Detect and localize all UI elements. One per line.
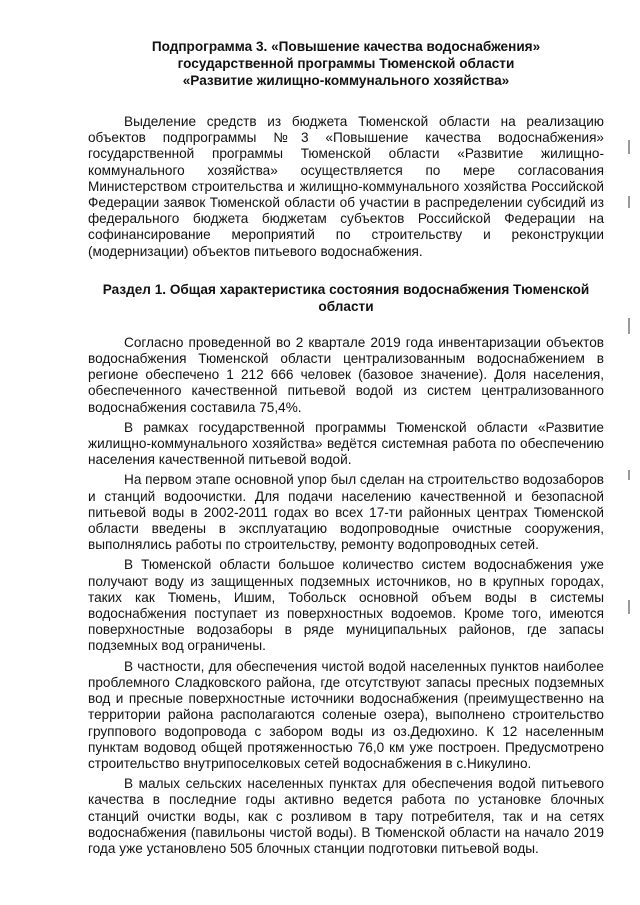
scan-margin-mark bbox=[628, 600, 630, 614]
section-title bbox=[88, 281, 604, 315]
body-paragraph: Согласно проведенной во 2 квартале 2019 года инвентаризации объектов водоснабжения Тюменской области централизованным водоснабжением в регионе обеспечено 1 212 666 человек (базовое значение). Доля населения, обеспеченного качественной питьевой водой из систем централизованного водоснабжения составила 75,4%. bbox=[88, 334, 604, 415]
document-title-line: «Развитие жилищно-коммунального хозяйства» bbox=[182, 73, 510, 88]
body-paragraph: В малых сельских населенных пунктах для обеспечения водой питьевого качества в последние годы активно ведется работа по установке блочных станций очистки воды, как с розливом в тару потребителя, так и на сетях водоснабжения (павильоны чистой воды). В Тюменской области на начало 2019 года уже установлено 505 блочных станции подготовки питьевой воды. bbox=[88, 776, 604, 856]
document-title-line: Подпрограмма 3. «Повышение качества водоснабжения» bbox=[151, 39, 541, 54]
body-paragraph: В Тюменской области большое количество систем водоснабжения уже получают воду из защищенных подземных источников, но в крупных городах, таких как Тюмень, Ишим, Тобольск основной объем воды в системы водоснабжения поступает из поверхностных водоемов. Кроме того, имеются поверхностные водозаборы в ряде муниципальных районов, где запасы подземных вод ограничены. bbox=[88, 557, 604, 654]
body-paragraph: В рамках государственной программы Тюменской области «Развитие жилищно-коммунального хозяйства» ведётся системная работа по обеспечению населения качественной питьевой водой. bbox=[88, 419, 604, 468]
scan-margin-mark bbox=[628, 470, 630, 480]
section-body bbox=[88, 335, 604, 857]
lead-paragraph: Выделение средств из бюджета Тюменской области на реализацию объектов подпрограммы №3 «Повышение качества водоснабжения» государственной программы Тюменской области «Развитие жилищно-коммунального хозяйства» осуществляется по мере согласования Министерством строительства и жилищно-коммунального хозяйства Российской Федерации заявок Тюменской области об участии в распределении субсидий из федерального бюджета бюджетам субъектов Российской Федерации на софинансирование мероприятий по строительству и реконструкции (модернизации) объектов питьевого водоснабжения. bbox=[88, 114, 604, 259]
document-title-line: государственной программы Тюменской области bbox=[177, 56, 515, 71]
body-paragraph: На первом этапе основной упор был сделан на строительство водозаборов и станций водоочистки. Для подачи населению качественной и безопасной питьевой воды в 2002-2011 годах во всех 17-ти районных центрах Тюменской области введены в эксплуатацию водопроводные очистные сооружения, выполнялись работы по строительству, ремонту водопроводных сетей. bbox=[88, 472, 604, 553]
scan-margin-mark bbox=[628, 140, 630, 154]
body-paragraph: В частности, для обеспечения чистой водой населенных пунктов наиболее проблемного Сладковского района, где отсутствуют запасы пресных подземных вод и пресные поверхностные источники водоснабжения (преимущественно на территории района располагаются соленые озера), выполнено строительство группового водопровода с забором воды из оз.Дедюхино. К 12 населенным пунктам водовод общей протяженностью 76,0 км уже построен. Предусмотрено строительство внутрипоселковых сетей водоснабжения в с.Никулино. bbox=[88, 658, 604, 771]
document-title bbox=[88, 38, 604, 89]
scan-margin-mark bbox=[628, 318, 630, 334]
section-title-line: области bbox=[318, 298, 374, 314]
section-title-line: Раздел 1. Общая характеристика состояния водоснабжения Тюменской bbox=[102, 281, 590, 297]
scan-margin-mark bbox=[628, 196, 630, 208]
